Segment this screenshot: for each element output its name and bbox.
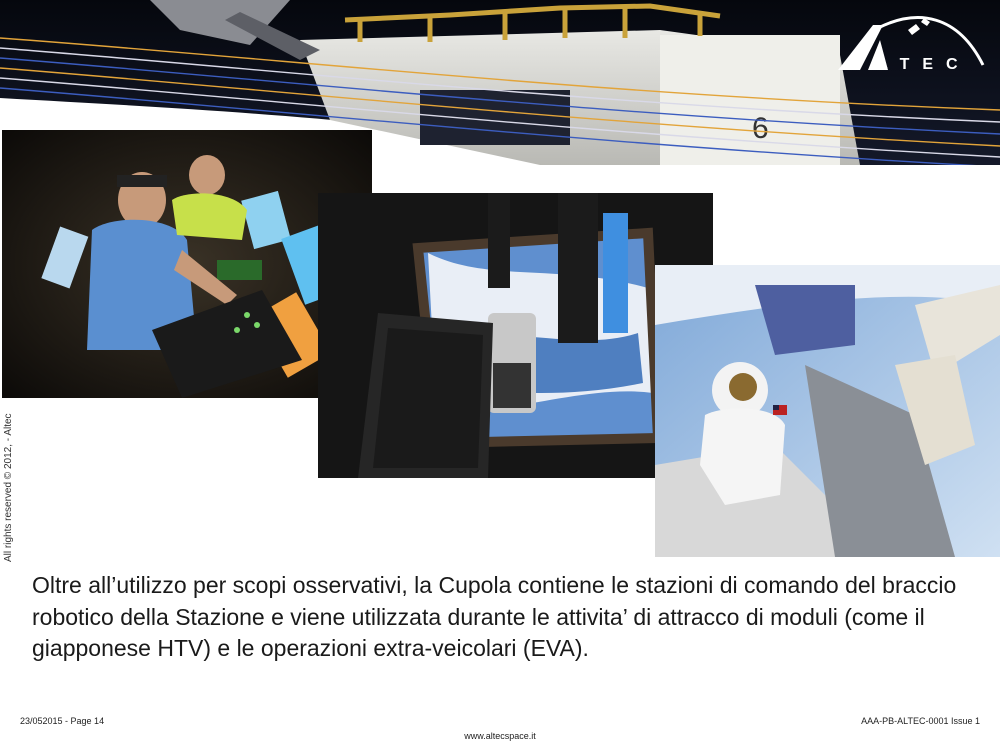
photo-htv-capture xyxy=(318,193,713,478)
footer-website: www.altecspace.it xyxy=(464,731,536,741)
altec-logo xyxy=(838,10,988,80)
slide-body-text: Oltre all’utilizzo per scopi osservativi, la Cupola contiene le stazioni di comando del braccio robotico della Stazione e viene utilizzata durante le attivita’ di attracco di moduli (come il giapponese HTV) e le operazioni extra-veicolari (EVA). xyxy=(32,572,957,661)
footer-date-page: 23/052015 - Page 14 xyxy=(20,716,105,726)
logo-text: LTEC xyxy=(878,56,971,73)
photo-astronaut-eva xyxy=(655,265,1000,557)
copyright-notice: All rights reserved © 2012, - Altec xyxy=(3,413,14,562)
footer-document-id: AAA-PB-ALTEC-0001 Issue 1 xyxy=(861,716,980,726)
photo-cupola-workstation xyxy=(2,130,372,398)
module-number: 6 xyxy=(752,112,769,145)
